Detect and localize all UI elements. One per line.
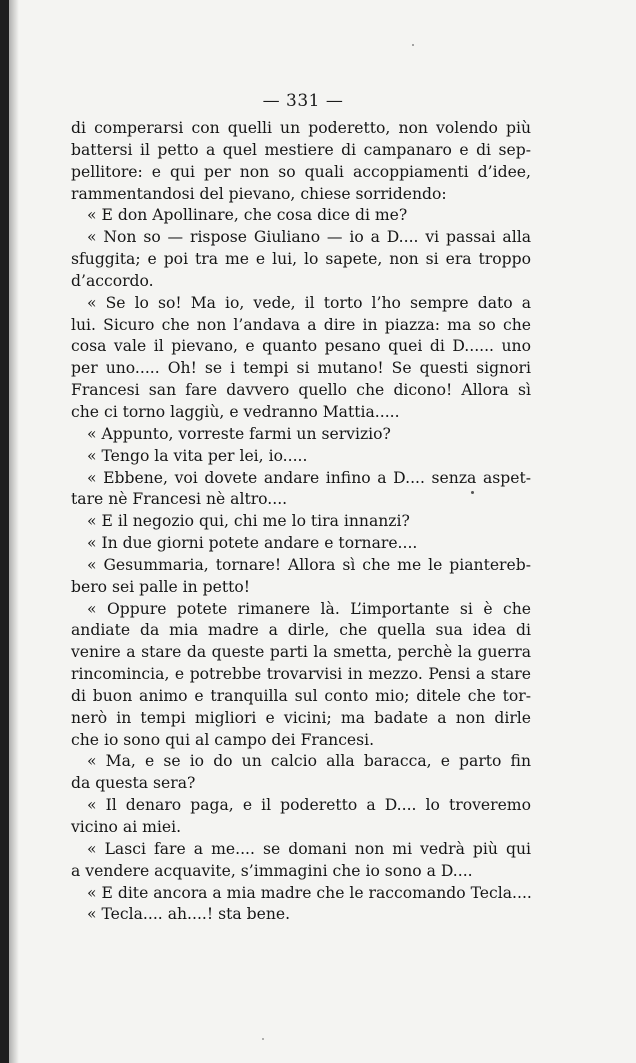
text-line: Francesi san fare davvero quello che dicono! Allora sì [71, 381, 531, 400]
text-line: nerò in tempi migliori e vicini; ma badate a non dirle [71, 708, 531, 727]
text-line: tare nè Francesi nè altro.... [71, 490, 288, 509]
text-line: « Non so — rispose Giuliano — io a D.... vi passai alla [87, 228, 531, 247]
text-line: « Oppure potete rimanere là. L’importante si è che [87, 599, 531, 618]
paper-speck [262, 1038, 264, 1040]
text-line: « Lasci fare a me.... se domani non mi vedrà più qui [87, 839, 531, 858]
text-line: di buon animo e tranquilla sul conto mio; ditele che tor- [71, 686, 531, 705]
text-line: da questa sera? [71, 774, 196, 793]
text-line: per uno..... Oh! se i tempi si mutano! Se questi signori [71, 359, 531, 378]
text-line: lui. Sicuro che non l’andava a dire in piazza: ma so che [71, 315, 531, 334]
text-line: d’accordo. [71, 271, 154, 290]
text-line: rammentandosi del pievano, chiese sorridendo: [71, 184, 447, 203]
text-line: cosa vale il pievano, e quanto pesano quei di D...... uno [71, 337, 531, 356]
text-line: « In due giorni potete andare e tornare.... [87, 534, 418, 553]
text-line: « Il denaro paga, e il poderetto a D.... lo troveremo [87, 796, 531, 815]
text-line: « Tengo la vita per lei, io..... [87, 446, 308, 465]
text-line: battersi il petto a quel mestiere di campanaro e di sep- [71, 140, 531, 159]
text-line: « Gesummaria, tornare! Allora sì che me le piantereb- [87, 555, 531, 574]
text-line: di comperarsi con quelli un poderetto, non volendo più [71, 119, 531, 137]
text-line: che io sono qui al campo dei Francesi. [71, 730, 375, 749]
page-number: — 331 — [262, 91, 344, 111]
text-line: pellitore: e qui per non so quali accoppiamenti d’idee, [71, 162, 531, 181]
text-line: « Se lo so! Ma io, vede, il torto l’ho sempre dato a [87, 293, 531, 312]
text-line: « Ebbene, voi dovete andare infino a D.... senza aspet- [87, 468, 531, 487]
text-line: « Ma, e se io do un calcio alla baracca, e parto fin [87, 752, 531, 771]
text-line: vicino ai miei. [71, 818, 182, 836]
text-line: venire a stare da queste parti la smetta, perchè la guerra [71, 643, 531, 662]
text-line: « E don Apollinare, che cosa dice di me? [87, 206, 408, 225]
paper-speck [412, 44, 414, 46]
paper-speck [471, 491, 474, 494]
text-line: « E dite ancora a mia madre che le raccomando Tecla.... [87, 883, 532, 902]
page-binding-shadow [9, 0, 19, 1063]
text-line: che ci torno laggiù, e vedranno Mattia..... [71, 402, 400, 421]
text-line: andiate da mia madre a dirle, che quella sua idea di [71, 621, 531, 640]
text-line: a vendere acquavite, s’immagini che io sono a D.... [71, 861, 473, 880]
text-line: « Tecla.... ah....! sta bene. [87, 905, 291, 924]
text-line: rincomincia, e potrebbe trovarvisi in mezzo. Pensi a stare [71, 665, 531, 684]
text-line: « Appunto, vorreste farmi un servizio? [87, 424, 391, 443]
body-text [71, 118, 531, 926]
text-line: bero sei palle in petto! [71, 577, 251, 596]
text-line: « E il negozio qui, chi me lo tira innanzi? [87, 512, 410, 531]
text-line: sfuggita; e poi tra me e lui, lo sapete, non si era troppo [71, 250, 531, 269]
page-binding-edge [0, 0, 9, 1063]
